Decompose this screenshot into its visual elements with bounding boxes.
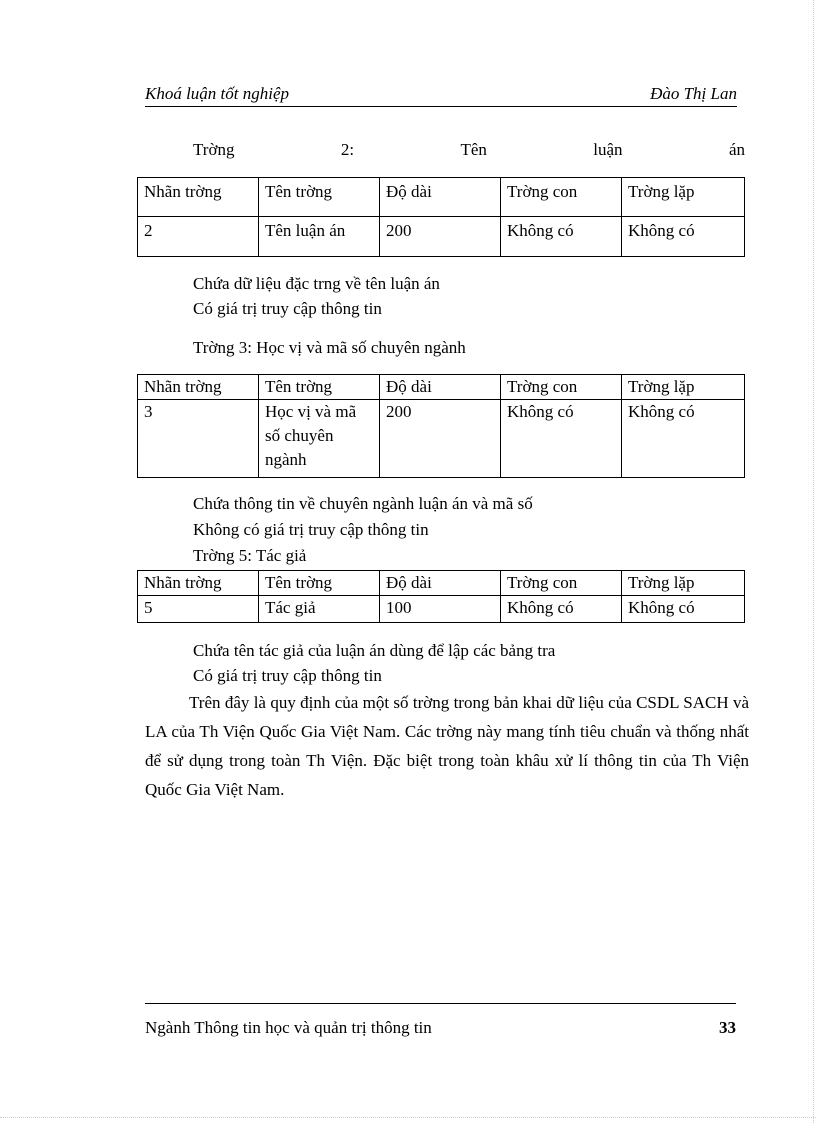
section2-note-2: Có giá trị truy cập thông tin [193, 299, 382, 318]
section2-table [137, 177, 745, 257]
table-cell: Không có [501, 400, 622, 478]
table-header-cell: Tên trờng [259, 571, 380, 596]
section5-table [137, 570, 745, 623]
table-cell: Tác giả [259, 596, 380, 623]
table-header-cell: Trờng con [501, 178, 622, 217]
table-cell: Không có [622, 217, 745, 257]
table-header-cell: Trờng lặp [622, 375, 745, 400]
table-header-row [138, 178, 745, 217]
table-cell: Không có [622, 400, 745, 478]
heading-word: luận [593, 140, 623, 159]
table-header-cell: Nhãn trờng [138, 571, 259, 596]
header-title: Khoá luận tốt nghiệp [145, 84, 290, 103]
table-header-cell: Nhãn trờng [138, 178, 259, 217]
page-border-bottom [0, 1117, 816, 1118]
table-header-cell: Trờng con [501, 571, 622, 596]
table-header-cell: Độ dài [380, 571, 501, 596]
table-cell: 5 [138, 596, 259, 623]
summary-paragraph: Trên đây là quy định của một số trờng trong bản khai dữ liệu của CSDL SACH và LA của Th Viện Quốc Gia Việt Nam. Các trờng này mang tính tiêu chuẩn và thống nhất để sử dụng trong toàn Th Viện. Đặc biệt trong toàn khâu xử lí thông tin của Th Viện Quốc Gia Việt Nam. [145, 693, 749, 799]
table-header-row [138, 375, 745, 400]
heading-word: Tên [460, 140, 487, 159]
page-number: 33 [719, 1018, 736, 1037]
table-header-cell: Trờng lặp [622, 571, 745, 596]
table-cell: Tên luận án [259, 217, 380, 257]
table-cell: 2 [138, 217, 259, 257]
table-cell: 3 [138, 400, 259, 478]
section5-note-2: Có giá trị truy cập thông tin [193, 666, 382, 685]
table-row [138, 400, 745, 478]
section2-note-1: Chứa dữ liệu đặc trng về tên luận án [193, 274, 440, 293]
section5-heading: Trờng 5: Tác giả [193, 546, 307, 565]
table-cell: 200 [380, 400, 501, 478]
footer-rule [145, 1003, 736, 1004]
section3-note-2: Không có giá trị truy cập thông tin [193, 520, 429, 539]
section3-heading: Trờng 3: Học vị và mã số chuyên ngành [193, 338, 466, 357]
table-row [138, 217, 745, 257]
table-cell: 100 [380, 596, 501, 623]
table-header-cell: Tên trờng [259, 375, 380, 400]
page-header [145, 84, 737, 107]
table-header-cell: Độ dài [380, 178, 501, 217]
heading-word: án [728, 140, 745, 159]
page-footer [145, 1018, 736, 1038]
heading-word: 2: [340, 140, 355, 159]
table-cell: Không có [622, 596, 745, 623]
table-cell: Không có [501, 217, 622, 257]
table-cell: Học vị và mã số chuyên ngành [259, 400, 380, 478]
table-cell: 200 [380, 217, 501, 257]
table-cell: Không có [501, 596, 622, 623]
section3-note-1: Chứa thông tin về chuyên ngành luận án và mã số [193, 494, 533, 513]
table-header-cell: Nhãn trờng [138, 375, 259, 400]
table-header-cell: Trờng con [501, 375, 622, 400]
table-header-row [138, 571, 745, 596]
page-border-right [813, 0, 814, 1123]
heading-word: Trờng [193, 140, 235, 159]
table-header-cell: Độ dài [380, 375, 501, 400]
table-header-cell: Trờng lặp [622, 178, 745, 217]
table-header-cell: Tên trờng [259, 178, 380, 217]
section5-note-1: Chứa tên tác giả của luận án dùng để lập các bảng tra [193, 641, 556, 660]
table-row [138, 596, 745, 623]
section2-heading [193, 140, 745, 160]
header-author: Đào Thị Lan [650, 84, 737, 103]
footer-text: Ngành Thông tin học và quản trị thông tin [145, 1018, 432, 1037]
section3-table [137, 374, 745, 478]
